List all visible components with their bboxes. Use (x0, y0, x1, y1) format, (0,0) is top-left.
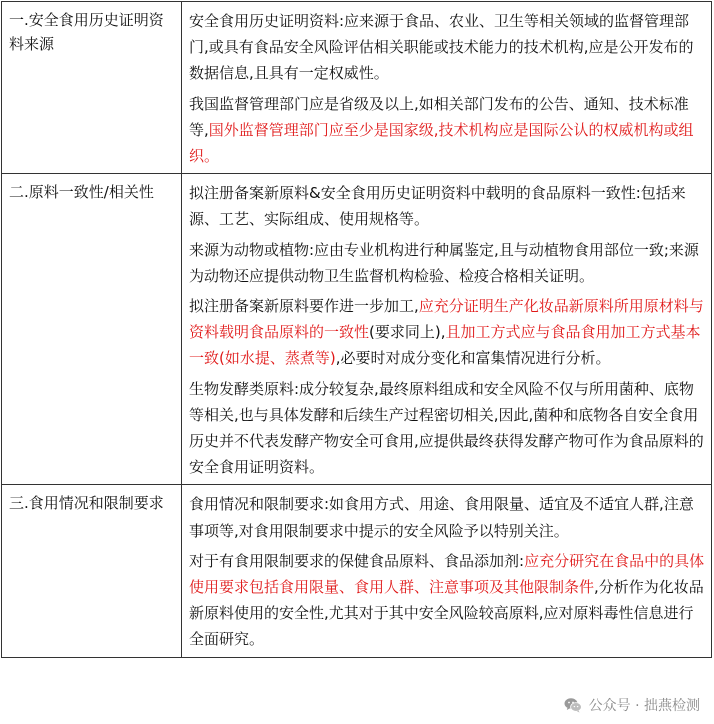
watermark-text: 公众号 · 拙燕检测 (588, 698, 700, 714)
body-text: ,分析作为化妆品新原料使用的安全性,尤其对于其中安全风险较高原料,应对原料毒性信息进行全面研究。 (189, 578, 704, 649)
highlighted-text: 国外监督管理部门应至少是国家级,技术机构应是国际公认的权威机构或组织。 (189, 120, 694, 166)
content-paragraph (189, 8, 705, 87)
section-heading: 一.安全食用历史证明资料来源 (2, 2, 182, 174)
wechat-icon (563, 695, 583, 715)
section-heading: 三.食用情况和限制要求 (2, 485, 182, 657)
section-content (182, 485, 712, 657)
highlighted-text: 应充分证明生产化妆品新原料所用原材料与资料载明食品原料的一致性 (189, 297, 704, 342)
content-paragraph (189, 548, 705, 653)
table-row (2, 174, 712, 485)
watermark (559, 694, 704, 716)
body-text: 对于有食用限制要求的保健食品原料、食品添加剂: (189, 551, 525, 570)
section-heading: 二.原料一致性/相关性 (2, 174, 182, 485)
highlighted-text: 且加工方式应与食品食用加工方式基本一致(如水提、蒸煮等) (189, 323, 701, 368)
section-content (182, 2, 712, 174)
content-table (1, 1, 712, 658)
content-paragraph (189, 237, 705, 289)
table-body (2, 2, 712, 658)
body-text: 生物发酵类原料:成分较复杂,最终原料组成和安全风险不仅与所用菌种、底物等相关,也与具体发酵和后续生产过程密切相关,因此,菌种和底物各自安全食用历史并不代表发酵产物安全可食用,应提供最终获得发酵产物可作为食品原料的安全食用证明资料。 (189, 379, 704, 477)
section-content (182, 174, 712, 485)
content-paragraph (189, 180, 705, 232)
body-text: 我国监督管理部门应是省级及以上,如相关部门发布的公告、通知、技术标准等, (189, 94, 689, 139)
body-text: 食用情况和限制要求:如食用方式、用途、食用限量、适宜及不适宜人群,注意事项等,对食用限制要求中提示的安全风险予以特别关注。 (189, 495, 694, 540)
content-paragraph (189, 376, 705, 481)
table-row (2, 2, 712, 174)
body-text: ,必要时对成分变化和富集情况进行分析。 (335, 349, 611, 368)
body-text: (要求同上), (369, 323, 446, 342)
table-row (2, 485, 712, 657)
content-paragraph (189, 491, 705, 543)
body-text: 拟注册备案新原料&安全食用历史证明资料中载明的食品原料一致性:包括来源、工艺、实际组成、使用规格等。 (189, 184, 686, 229)
content-paragraph (189, 293, 705, 372)
body-text: 拟注册备案新原料要作进一步加工, (189, 297, 419, 316)
body-text: 安全食用历史证明资料:应来源于食品、农业、卫生等相关领域的监督管理部门,或具有食品安全风险评估相关职能或技术能力的技术机构,应是公开发布的数据信息,且具有一定权威性。 (189, 12, 694, 83)
highlighted-text: 应充分研究在食品中的具体使用要求包括食用限量、食用人群、注意事项及其他限制条件 (189, 551, 705, 597)
content-paragraph (189, 91, 705, 170)
body-text: 来源为动物或植物:应由专业机构进行种属鉴定,且与动植物食用部位一致;来源为动物还应提供动物卫生监督机构检验、检疫合格相关证明。 (189, 240, 699, 285)
